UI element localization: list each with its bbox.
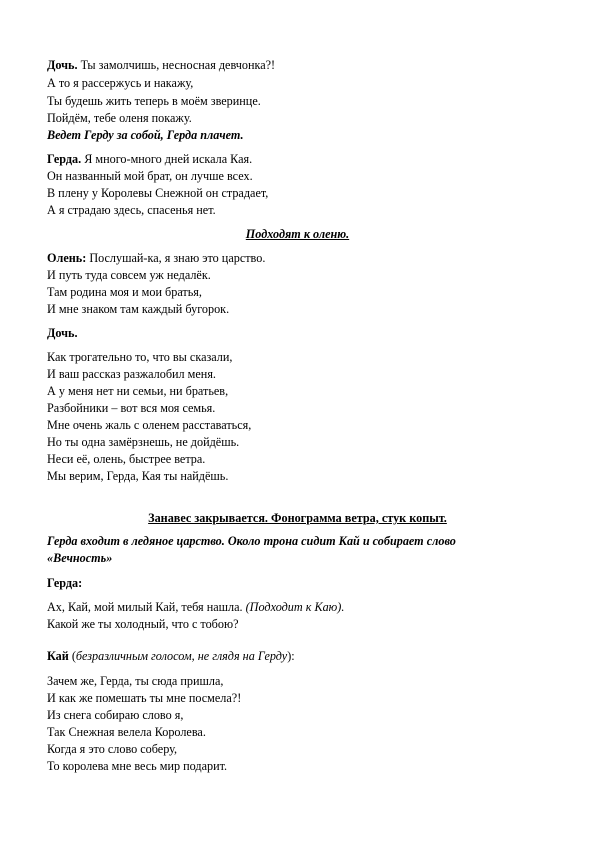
verse-line: Разбойники – вот вся моя семья. [47,401,216,415]
line-text: Ты замолчишь, несносная девчонка?! [77,58,276,72]
verse-line: Как трогательно то, что вы сказали, [47,350,233,364]
stage-direction: «Вечность» [47,551,113,565]
dialogue-line [47,599,344,616]
speaker-name: Олень: [47,251,87,265]
verse-line: Но ты одна замёрзнешь, не дойдёшь. [47,435,240,449]
stage-direction: Герда входит в ледяное царство. Около трона сидит Кай и собирает слово [47,534,456,548]
verse-line: Зачем же, Герда, ты сюда пришла, [47,674,224,688]
speaker-name: Герда: [47,576,83,590]
verse-line: Когда я это слово соберу, [47,742,178,756]
verse-line: Неси её, олень, быстрее ветра. [47,452,206,466]
verse-line: А то я рассержусь и накажу, [47,76,194,90]
verse-line: И как же помешать ты мне посмела?! [47,691,242,705]
line-text: Ах, Кай, мой милый Кай, тебя нашла. [47,600,246,614]
speaker-name: Дочь. [47,326,78,340]
verse-line: Там родина моя и мои братья, [47,285,202,299]
verse-line: И ваш рассказ разжалобил меня. [47,367,216,381]
stage-direction-centered: Подходят к оленю. [245,227,350,241]
verse-line: А я страдаю здесь, спасенья нет. [47,203,216,217]
speaker-name: Кай [47,649,69,663]
stage-direction: Ведет Герду за собой, Герда плачет. [47,128,244,142]
line-text: Я много-много дней искала Кая. [81,152,253,166]
verse-line: Мы верим, Герда, Кая ты найдёшь. [47,469,229,483]
stage-direction-centered: Занавес закрывается. Фонограмма ветра, стук копыт. [148,511,447,525]
dialogue-line: Кай (безразличным голосом, не глядя на Герду): [47,649,295,663]
verse-line: Какой же ты холодный, что с тобою? [47,617,239,631]
verse-line: Ты будешь жить теперь в моём зверинце. [47,94,261,108]
verse-line: Из снега собираю слово я, [47,708,184,722]
verse-line: А у меня нет ни семьи, ни братьев, [47,384,229,398]
line-text: Послушай-ка, я знаю это царство. [86,251,266,265]
dialogue-line [47,57,275,74]
verse-line: То королева мне весь мир подарит. [47,759,228,773]
verse-line: И мне знаком там каждый бугорок. [47,302,230,316]
inline-direction: безразличным голосом, не глядя на Герду [75,649,288,663]
dialogue-line [47,250,265,267]
verse-line: Он названный мой брат, он лучше всех. [47,169,253,183]
speaker-name: Дочь. [47,58,78,72]
verse-line: Пойдём, тебе оленя покажу. [47,111,192,125]
inline-direction: (Подходит к Каю). [245,600,345,614]
speaker-name: Герда. [47,152,82,166]
verse-line: Так Снежная велела Королева. [47,725,206,739]
verse-line: И путь туда совсем уж недалёк. [47,268,211,282]
verse-line: В плену у Королевы Снежной он страдает, [47,186,269,200]
verse-line: Мне очень жаль с оленем расставаться, [47,418,252,432]
dialogue-line [47,151,252,168]
